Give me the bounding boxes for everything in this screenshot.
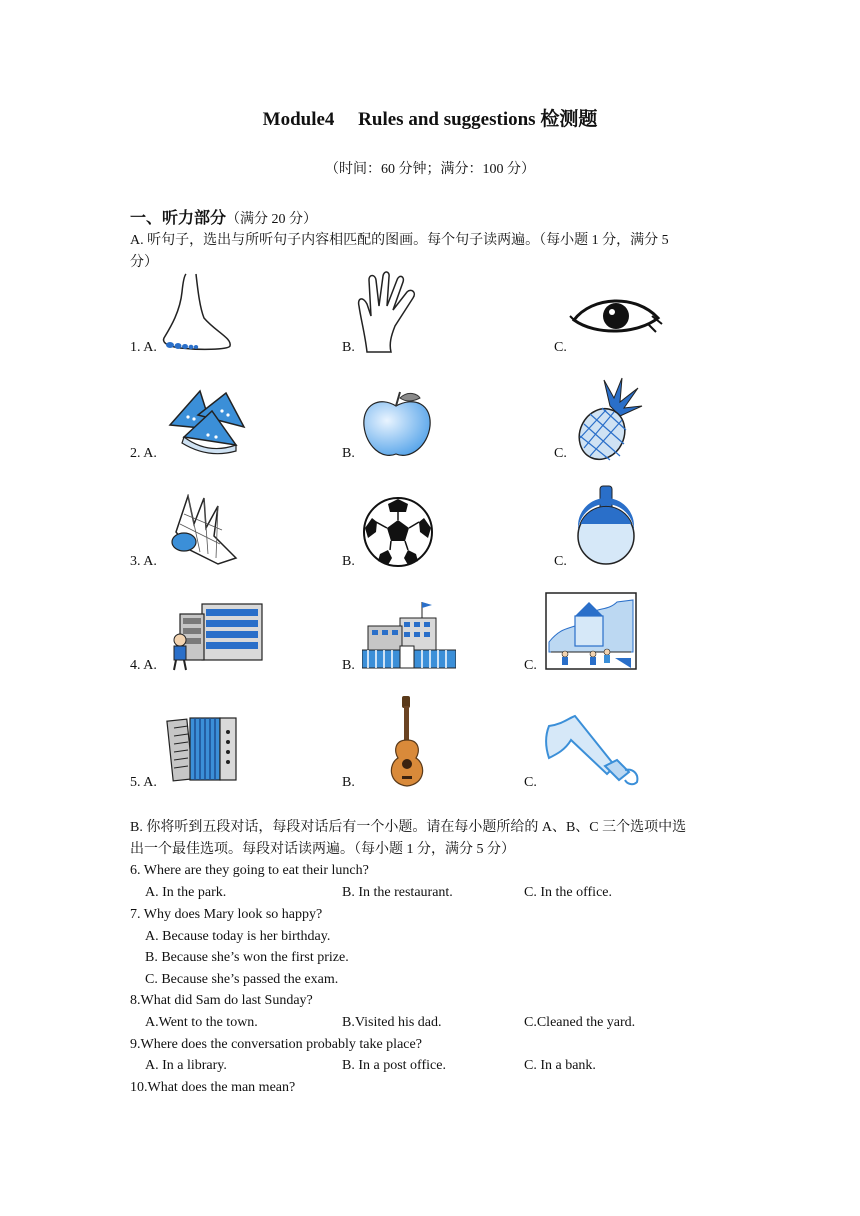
- option-label: C.: [554, 340, 567, 355]
- q7-option-c: C. Because she’s passed the exam.: [145, 972, 339, 987]
- part-b-instruction-line1: B. 你将听到五段对话，每段对话后有一个小题。请在每小题所给的 A、B、C 三个选项中选: [130, 820, 687, 835]
- option-label: C.: [524, 658, 537, 673]
- apple-icon: [360, 390, 434, 460]
- option-label: 1. A.: [130, 340, 157, 355]
- q6-option-b: B. In the restaurant.: [342, 885, 453, 900]
- question-9: 9.Where does the conversation probably take place?: [130, 1037, 422, 1052]
- option-label: C.: [554, 446, 567, 461]
- part-a-instruction-line2: 分）: [130, 255, 158, 270]
- q6-option-a: A. In the park.: [145, 885, 227, 900]
- option-label: C.: [524, 775, 537, 790]
- q7-option-a: A. Because today is her birthday.: [145, 929, 331, 944]
- q8-option-b: B.Visited his dad.: [342, 1015, 442, 1030]
- eye-icon: [568, 290, 668, 342]
- option-label: 5. A.: [130, 775, 157, 790]
- trumpet-icon: [545, 714, 641, 790]
- q8-option-a: A.Went to the town.: [145, 1015, 258, 1030]
- q6-option-c: C. In the office.: [524, 885, 612, 900]
- q9-option-c: C. In a bank.: [524, 1058, 596, 1073]
- accordion-icon: [166, 712, 240, 786]
- school-icon: [362, 600, 456, 670]
- soccer-ball-icon: [362, 496, 434, 568]
- part-b-instruction-line2: 出一个最佳选项。每段对话读两遍。（每小题 1 分，满分 5 分）: [130, 842, 515, 857]
- question-6: 6. Where are they going to eat their lunch?: [130, 863, 369, 878]
- question-10: 10.What does the man mean?: [130, 1080, 296, 1095]
- option-label: 4. A.: [130, 658, 157, 673]
- ping-pong-paddle-icon: [574, 484, 638, 568]
- q8-option-c: C.Cleaned the yard.: [524, 1015, 636, 1030]
- guitar-icon: [386, 696, 428, 788]
- q7-option-b: B. Because she’s won the first prize.: [145, 950, 349, 965]
- option-label: C.: [554, 554, 567, 569]
- q9-option-b: B. In a post office.: [342, 1058, 446, 1073]
- page-title: Module4 Rules and suggestions 检测题: [262, 109, 598, 130]
- exam-info: （时间：60 分钟；满分：100 分）: [325, 162, 535, 177]
- option-label: B.: [342, 340, 355, 355]
- foot-icon: [158, 272, 238, 352]
- question-7: 7. Why does Mary look so happy?: [130, 907, 323, 922]
- option-label: B.: [342, 446, 355, 461]
- part-a-instruction-line1: A. 听句子，选出与所听句子内容相匹配的图画。每个句子读两遍。（每小题 1 分，满分 5: [130, 233, 669, 248]
- question-8: 8.What did Sam do last Sunday?: [130, 993, 313, 1008]
- library-icon: [166, 600, 264, 672]
- option-label: B.: [342, 658, 355, 673]
- option-label: B.: [342, 775, 355, 790]
- option-label: 2. A.: [130, 446, 157, 461]
- section-heading: [130, 205, 317, 228]
- section-title: 一、听力部分: [130, 210, 227, 227]
- pineapple-icon: [574, 376, 644, 462]
- watermelon-icon: [168, 385, 248, 459]
- section-score: （满分 20 分）: [226, 212, 318, 227]
- option-label: 3. A.: [130, 554, 157, 569]
- shuttlecock-icon: [160, 494, 240, 568]
- hand-icon: [355, 270, 420, 354]
- park-icon: [545, 592, 637, 670]
- option-label: B.: [342, 554, 355, 569]
- q9-option-a: A. In a library.: [145, 1058, 227, 1073]
